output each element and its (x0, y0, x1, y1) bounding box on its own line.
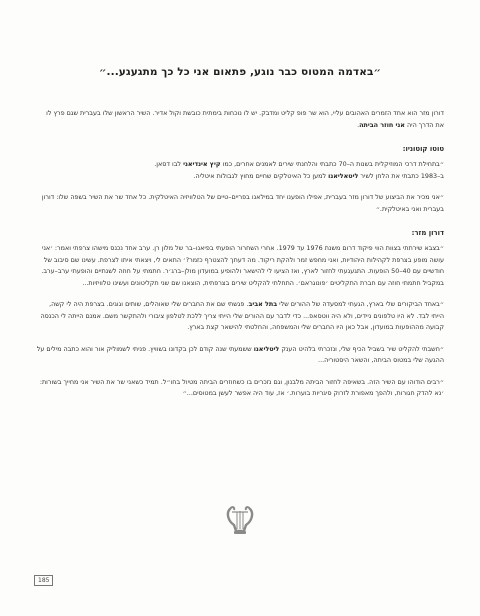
section-heading-toto: טוטו קוטוניו: (402, 145, 444, 153)
doron-p2-bold-telaviv: בתל אביב (248, 300, 278, 308)
lyre-icon (222, 503, 258, 539)
intro-song-title: אני חוזר הביתה (359, 120, 405, 129)
doron-p3-text-a: ״חשבתי להקליט שיר בשביל הכיף שלי, ונזכרתי בלהיט הענק (279, 344, 444, 353)
intro-paragraph (36, 108, 444, 131)
doron-p2-text-c: . פגשתי שם את החברים שלי שאוהלים, שותים וגוגים. בצרפת היה לי קשה, הייתי לבד. לא היו טלפונים ניידים, ולא היה ווטסאפ... כדי לדבר עם ההורים שלי הייתי צריך ללכת לטלפון ציבורי ולהתקשר משם. אמנם הייתה לי הכנסה קבועה מההופעות במועדון, אבל כאן היו החברים שלי והמשפחה, והחלטתי להישאר קצת בארץ. (40, 300, 444, 331)
intro-line-2c: . (357, 120, 360, 129)
doron-p2-text-a: ״באחד הביקורים שלי בארץ, הגעתי למסעדה של ההורים שלי (277, 300, 444, 308)
doron-paragraph-2 (36, 299, 444, 334)
doron-paragraph-4: ״רבים הודוהו עם השיר הזה. בשאיפה לחזור הביתה מלבנון, וגם נזכרים בו כשחוזרים הביתה מטיול בחו״ל. תמיד כשאני שר את השיר אני מחייך בשורות: ׳נא להדק חגורות, ולהפך מאפורת לזרוק סיגריות בוערות.׳ אז, עוד היה אפשר לעשן במטוסים...״ (39, 377, 444, 397)
intro-line-2a: השיר הראשון שלו בעברית שגם פרץ לו את הדרך היה (46, 109, 444, 129)
toto-paragraph-1 (36, 159, 444, 182)
toto-p1-text-a: ״בתחילת דרכי המוזיקלית בשנות ה–70 כתבתי והלחנתי שירים לאמנים אחרים, כמו (220, 160, 444, 168)
toto-p1-bold-song: קיץ אינדיאני (183, 160, 221, 168)
toto-paragraph-2: ״אני מכיר את הביצוע של דורון מזר בעברית, אפילו הופענו יחד במילאנו בפריים–טיים של הטלוויזיה האיטלקית. כל אחד שר את השיר בשפה שלו: דורון בעברית ואני באיטלקית.״ (41, 193, 444, 213)
doron-paragraph-1: ״בצבא שירתתי בצוות הווי פיקוד דרום משנת 1976 עד 1979. אחרי השחרור הופעתי בפיאנו–בר של מלון רן. ערב אחד נכנס מישהו צרפתי ואמר: ׳אני עושה מופע בצרפת לקהילות היהודיות, ואני מחפש זמר ולהקת ריקוד. מה דעתך להצטרף כזמר?׳ התאים לי, ויצאתי איתו לצרפת. עשינו שם סיבוב של חודשיים עם 40–50 הופעות. התגעגעתי לחזור לארץ, ואז הציעו לי להישאר ולהופיע במועדון מולן–ברג׳ר. חתמתי על חוזה לשנתיים והופעתי ערב–ערב. במקביל חתמתי חוזה עם חברת התקליטים ׳פונוגראם׳. התחלתי להקליט שירים בצרפתית, הוצאנו שם שני תקליטונים ועשינו טלוויזיות... (41, 244, 444, 287)
toto-p1-text-d: ב–1983 כתבתי את הלחן לשיר (358, 171, 444, 180)
doron-paragraph-3 (36, 344, 444, 367)
intro-line-1: דורון מזר הוא אחד הזמרים האהובים עליי, הוא שר פופ קליט ומדבק. יש לו נוכחות בימתית כובשת וקול אדיר. (152, 109, 444, 117)
toto-p1-text-f: למען כל האיטלקים שחיים מחוץ לגבולות איטליה. (193, 171, 329, 180)
doron-p3-text-c: ששמעתי שנה קודם לכן בקדונו בשוויץ. פניתי לשמוליק אור והוא כתבה מילים על ההגעה שלי במטוס הביתה, והשאר היסטוריה... (36, 344, 444, 364)
page-content (36, 48, 444, 410)
doron-p3-bold-litaliano: ליטליאנו (253, 344, 280, 353)
section-heading-doron: דורון מזר: (411, 229, 444, 237)
page-title: ״באדמה המטוס כבר נוגע, פתאום אני כל כך מתגעגע...״ (98, 66, 382, 78)
page-number: 185 (34, 575, 53, 586)
toto-p1-bold-litaliano: ליטאליאנו (328, 171, 359, 180)
toto-p1-text-c: לבו דסאן. (154, 160, 184, 168)
